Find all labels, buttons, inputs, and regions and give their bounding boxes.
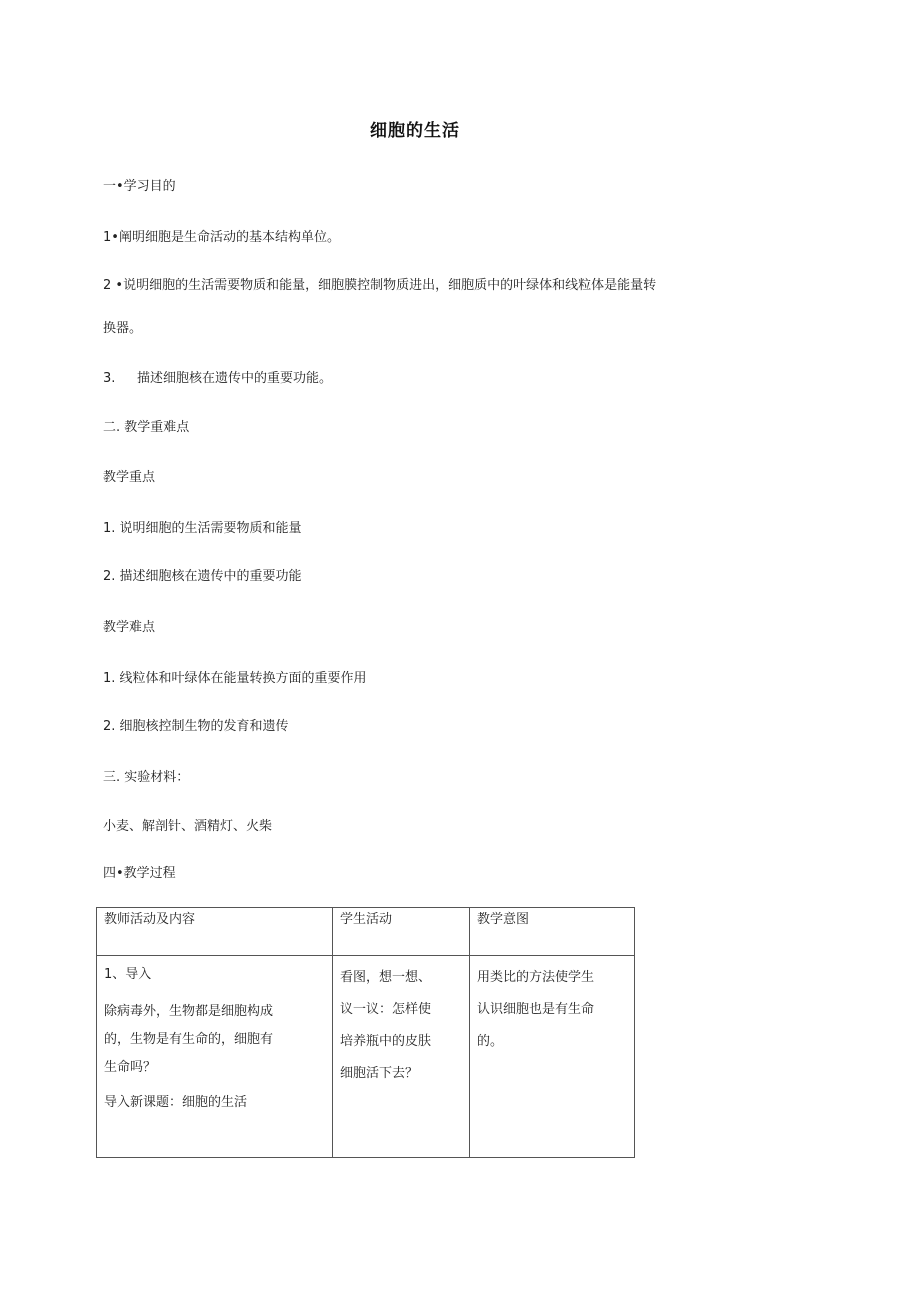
objective-1: 1•阐明细胞是生命活动的基本结构单位。 <box>103 230 340 245</box>
objective-2-line-1: 2 •说明细胞的生活需要物质和能量，细胞膜控制物质进出，细胞质中的叶绿体和线粒体是能量转 <box>103 278 657 293</box>
student-line-3: 培养瓶中的皮肤 <box>340 1034 432 1049</box>
intent-line-3: 的。 <box>477 1034 504 1049</box>
objective-3 <box>103 370 332 388</box>
difficult-point-1: 1. 线粒体和叶绿体在能量转换方面的重要作用 <box>103 671 367 686</box>
section-1-heading: 一•学习目的 <box>103 179 176 194</box>
key-points-heading: 教学重点 <box>103 470 156 485</box>
student-line-4: 细胞活下去？ <box>340 1066 419 1081</box>
materials-list: 小麦、解剖针、酒精灯、火柴 <box>103 819 273 834</box>
teaching-intent-text <box>477 962 628 1058</box>
teacher-new-topic: 导入新课题：细胞的生活 <box>104 1095 248 1110</box>
student-line-1: 看图，想一想、 <box>340 970 432 985</box>
student-activity-text <box>340 962 463 1090</box>
section-3-heading: 三. 实验材料： <box>103 770 190 785</box>
objective-2-line-2: 换器。 <box>103 321 143 336</box>
teaching-process-table <box>96 907 635 1158</box>
document-title: 细胞的生活 <box>370 121 460 141</box>
teacher-step-title: 1、导入 <box>104 967 152 982</box>
teacher-question-line-1: 除病毒外，生物都是细胞构成 <box>104 1004 274 1019</box>
student-line-2: 议一议：怎样使 <box>340 1002 432 1017</box>
objective-3-number: 3. <box>103 371 116 386</box>
teaching-intent-cell <box>470 956 635 1158</box>
difficult-point-2: 2. 细胞核控制生物的发育和遗传 <box>103 719 289 734</box>
section-2-heading: 二. 教学重难点 <box>103 420 190 435</box>
header-teaching-intent: 教学意图 <box>470 908 635 956</box>
intent-line-1: 用类比的方法使学生 <box>477 970 595 985</box>
section-4-heading: 四•教学过程 <box>103 866 176 881</box>
table-header-row <box>97 908 635 956</box>
teacher-question-line-2: 的，生物是有生命的，细胞有 <box>104 1032 274 1047</box>
intent-line-2: 认识细胞也是有生命 <box>477 1002 595 1017</box>
difficult-points-heading: 教学难点 <box>103 620 156 635</box>
student-activity-cell <box>333 956 470 1158</box>
objective-3-text: 描述细胞核在遗传中的重要功能。 <box>137 371 333 386</box>
header-teacher-activity: 教师活动及内容 <box>97 908 333 956</box>
key-point-2: 2. 描述细胞核在遗传中的重要功能 <box>103 569 302 584</box>
teacher-activity-cell <box>97 956 333 1158</box>
teacher-question-line-3: 生命吗？ <box>104 1060 157 1075</box>
table-row <box>97 956 635 1158</box>
teacher-question <box>104 998 326 1082</box>
key-point-1: 1. 说明细胞的生活需要物质和能量 <box>103 521 302 536</box>
header-student-activity: 学生活动 <box>333 908 470 956</box>
